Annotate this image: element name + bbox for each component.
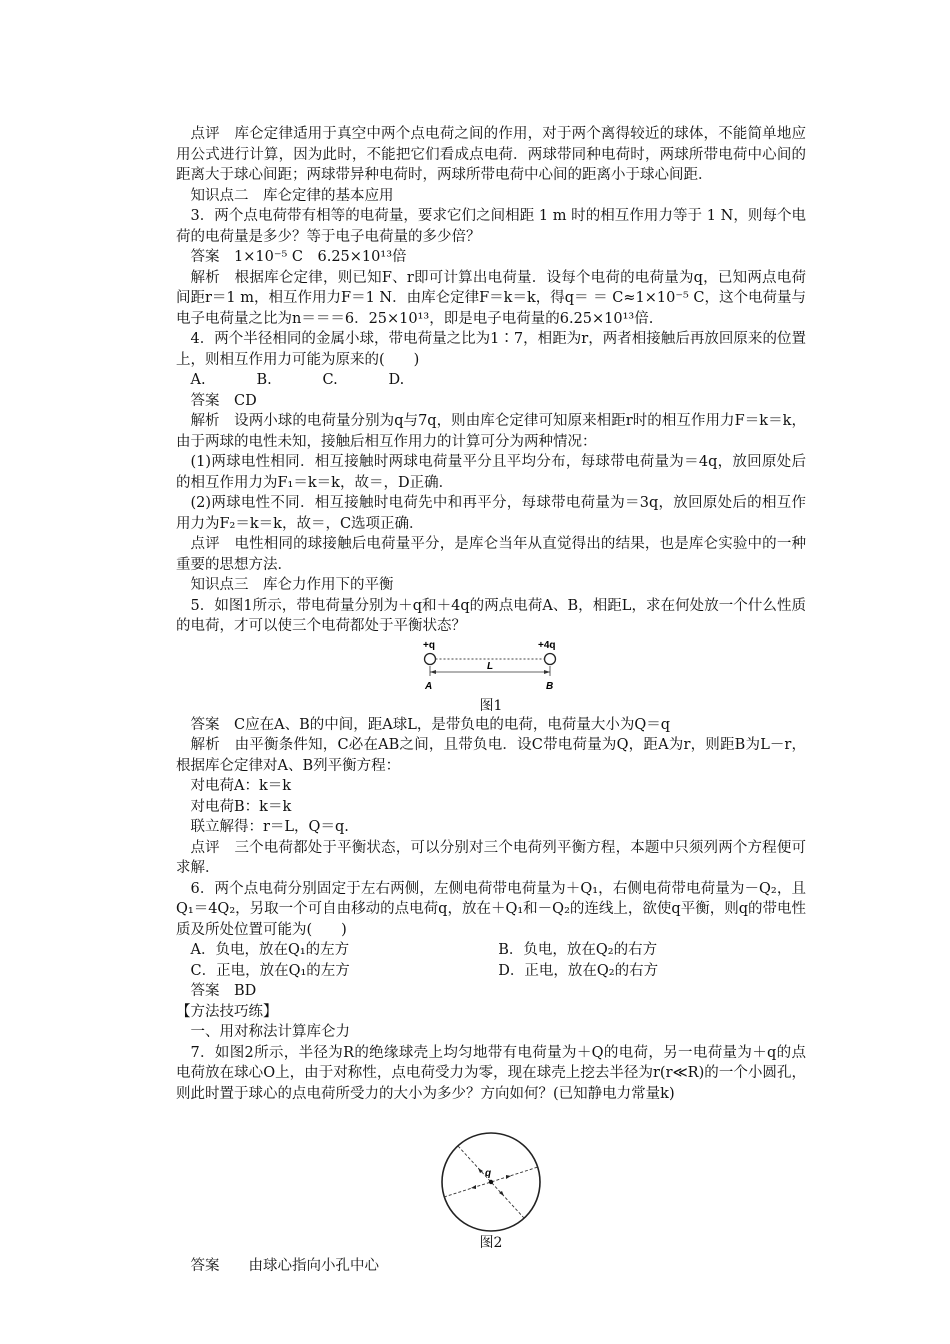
answer-5: 答案 C应在A、B的中间，距A球L，是带负电的电荷，电荷量大小为Q＝q	[190, 716, 670, 733]
explanation-4: 解析 设两小球的电荷量分别为q与7q，则由库仑定律可知原来相距r时的相互作用力F＝k＝k，由于两球的电性未知，接触后相互作用力的计算可分为两种情况：	[176, 413, 806, 450]
question-3: 3．两个点电荷带有相等的电荷量，要求它们之间相距 1 m 时的相互作用力等于 1 N，则每个电荷的电荷量是多少？等于电子电荷量的多少倍？	[176, 208, 806, 245]
option-a: A.	[190, 372, 206, 388]
explanation-4-case-1: (1)两球电性相同．相互接触时两球电荷量平分且平均分布，每球带电荷量为＝4q，放回原处后的相互作用力为F₁＝k＝k，故＝，D正确．	[176, 454, 806, 491]
dim-arrow-right	[544, 670, 550, 674]
question-6: 6．两个点电荷分别固定于左右两侧，左侧电荷带电荷量为＋Q₁，右侧电荷带电荷量为－Q₂，且Q₁＝4Q₂，另取一个可自由移动的点电荷q，放在＋Q₁和－Q₂的连线上，欲使q平衡，则q的带电性质及所处位置可能为( )	[176, 880, 806, 938]
question-4: 4．两个半径相同的金属小球，带电荷量之比为1∶7，相距为r，两者相接触后再放回原来的位置上，则相互作用力可能为原来的( )	[176, 331, 806, 368]
center-point-charge	[489, 1180, 493, 1184]
figure-2	[176, 1130, 806, 1252]
comment-5: 点评 三个电荷都处于平衡状态，可以分别对三个电荷列平衡方程，本题中只须列两个方程便可求解．	[176, 839, 806, 876]
q6-option-b: B．负电，放在Q₂的右方	[498, 942, 658, 958]
question-4-options	[176, 370, 806, 391]
q6-option-a: A．负电，放在Q₁的左方	[190, 942, 350, 958]
explanation-5-solution: 联立解得：r＝L，Q＝q.	[190, 819, 349, 835]
charge-b-circle	[545, 653, 556, 664]
fig1-label-l: L	[487, 660, 494, 672]
explanation-5: 解析 由平衡条件知，C必在AB之间，且带负电．设C带电荷量为Q，距A为r，则距B为L－r，根据库仑定律对A、B列平衡方程：	[176, 737, 806, 774]
method-subheading: 一、用对称法计算库仑力	[190, 1024, 350, 1040]
fig1-label-a: A	[425, 680, 433, 692]
answer-4: 答案 CD	[190, 392, 257, 409]
q6-option-c: C．正电，放在Q₁的左方	[190, 962, 350, 979]
question-7: 7．如图2所示，半径为R的绝缘球壳上均匀地带有电荷量为＋Q的电荷，另一电荷量为＋q的点电荷放在球心O上，由于对称性，点电荷受力为零，现在球壳上挖去半径为r(r≪R)的一个小圆孔，则此时置于球心的点电荷所受力的大小为多少？方向如何？(已知静电力常量k)	[176, 1044, 806, 1102]
fig1-label-q: +q	[423, 639, 435, 651]
option-b: B.	[256, 372, 272, 388]
dim-arrow-left	[430, 670, 436, 674]
comment-4: 点评 电性相同的球接触后电荷量平分，是库仑当年从直觉得出的结果，也是库仑实验中的一种重要的思想方法．	[176, 536, 806, 573]
figure-1-caption: 图1	[479, 697, 503, 714]
method-heading: 【方法技巧练】	[176, 1003, 278, 1020]
comment-paragraph: 点评 库仑定律适用于真空中两个点电荷之间的作用，对于两个离得较近的球体，不能简单地应用公式进行计算，因为此时，不能把它们看成点电荷．两球带同种电荷时，两球所带电荷中心间的距离大于球心间距；两球带异种电荷时，两球所带电荷中心间的距离小于球心间距．	[176, 126, 806, 183]
answer-3: 答案 1×10⁻⁵ C 6.25×10¹³倍	[190, 249, 407, 265]
fig1-label-b: B	[546, 680, 554, 692]
figure-1	[176, 639, 806, 715]
answer-6: 答案 BD	[190, 983, 257, 999]
explanation-3: 解析 根据库仑定律，则已知F、r即可计算出电荷量．设每个电荷的电荷量为q，已知两点电荷间距r＝1 m，相互作用力F＝1 N．由库仑定律F＝k＝k，得q＝ ＝ C≈1×10⁻⁵ C，这个电荷量与电子电荷量之比为n＝＝＝6．25×10¹³，即是电子电荷量的6.25×10¹³倍.	[176, 269, 806, 327]
explanation-5-eq-b: 对电荷B：k＝k	[190, 798, 292, 815]
answer-7: 答案 由球心指向小孔中心	[190, 1258, 379, 1274]
question-5: 5．如图1所示，带电荷量分别为＋q和＋4q的两点电荷A、B，相距L，求在何处放一个什么性质的电荷，才可以使三个电荷都处于平衡状态？	[176, 597, 806, 634]
q6-option-d: D．正电，放在Q₂的右方	[498, 962, 659, 979]
explanation-4-case-2: (2)两球电性不同．相互接触时电荷先中和再平分，每球带电荷量为＝3q，放回原处后的相互作用力为F₂＝k＝k，故＝，C选项正确．	[176, 495, 806, 532]
charge-a-circle	[425, 653, 436, 664]
fig1-label-4q: +4q	[538, 639, 556, 651]
question-6-options-row1	[176, 940, 806, 961]
question-6-options-row2	[176, 961, 806, 982]
option-d: D.	[388, 372, 405, 388]
figure-2-diagram	[436, 1130, 546, 1234]
explanation-5-eq-a: 对电荷A：k＝k	[190, 778, 292, 794]
figure-2-caption: 图2	[479, 1235, 503, 1251]
figure-1-diagram	[416, 639, 566, 697]
section-heading-2: 知识点二 库仑定律的基本应用	[190, 187, 394, 204]
document-page	[176, 124, 806, 1277]
fig2-label-q: q	[485, 1168, 492, 1179]
option-c: C.	[322, 372, 338, 388]
section-heading-3: 知识点三 库仑力作用下的平衡	[190, 577, 394, 593]
